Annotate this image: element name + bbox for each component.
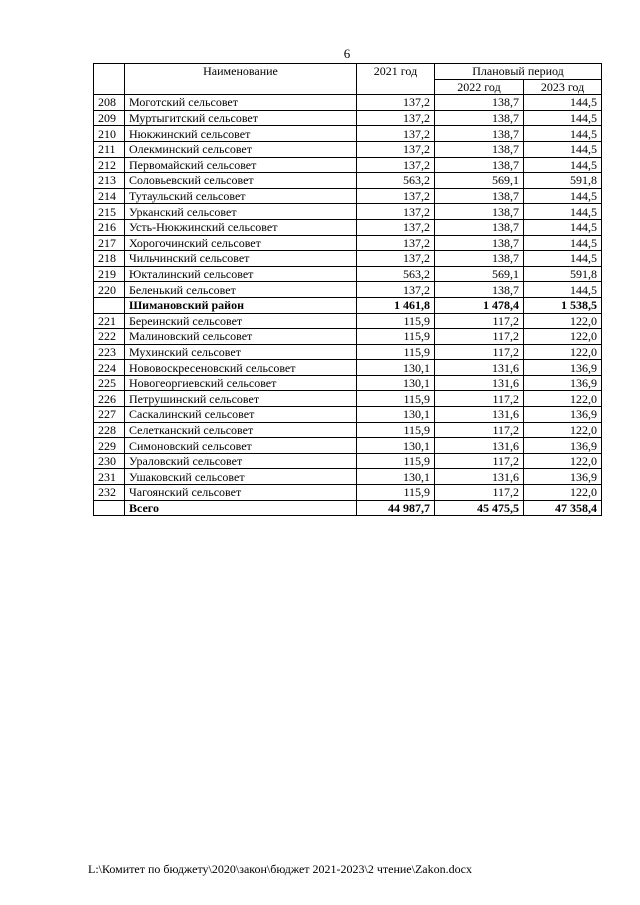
row-name: Ураловский сельсовет: [125, 453, 357, 469]
header-num-cell: [94, 64, 125, 95]
value-2021: 1 461,8: [357, 297, 435, 313]
row-number: 215: [94, 204, 125, 220]
row-name: Всего: [125, 500, 357, 516]
value-2023: 591,8: [524, 173, 602, 189]
value-2021: 130,1: [357, 438, 435, 454]
value-2022: 131,6: [435, 407, 524, 423]
value-2021: 115,9: [357, 422, 435, 438]
row-number: 223: [94, 344, 125, 360]
row-number: 228: [94, 422, 125, 438]
value-2023: 122,0: [524, 313, 602, 329]
value-2022: 569,1: [435, 266, 524, 282]
row-number: 232: [94, 485, 125, 501]
value-2023: 136,9: [524, 360, 602, 376]
budget-table: [93, 63, 602, 516]
value-2021: 115,9: [357, 344, 435, 360]
value-2022: 45 475,5: [435, 500, 524, 516]
value-2022: 138,7: [435, 126, 524, 142]
value-2021: 563,2: [357, 266, 435, 282]
table-row: [94, 360, 602, 376]
row-number: 217: [94, 235, 125, 251]
value-2023: 122,0: [524, 422, 602, 438]
value-2023: 122,0: [524, 344, 602, 360]
value-2022: 117,2: [435, 485, 524, 501]
value-2021: 130,1: [357, 469, 435, 485]
value-2021: 137,2: [357, 141, 435, 157]
value-2021: 44 987,7: [357, 500, 435, 516]
table-header: [94, 64, 602, 95]
row-number: 216: [94, 219, 125, 235]
value-2021: 130,1: [357, 360, 435, 376]
value-2022: 117,2: [435, 329, 524, 345]
value-2022: 131,6: [435, 375, 524, 391]
table-row: [94, 407, 602, 423]
table-row: [94, 453, 602, 469]
row-number: 211: [94, 141, 125, 157]
table-row: [94, 485, 602, 501]
table-row: [94, 126, 602, 142]
value-2023: 144,5: [524, 157, 602, 173]
row-number: 221: [94, 313, 125, 329]
table-row: [94, 141, 602, 157]
header-row-1: [94, 64, 602, 80]
value-2022: 138,7: [435, 188, 524, 204]
row-name: Соловьевский сельсовет: [125, 173, 357, 189]
table-row: [94, 219, 602, 235]
row-name: Шимановский район: [125, 297, 357, 313]
value-2023: 1 538,5: [524, 297, 602, 313]
value-2021: 115,9: [357, 313, 435, 329]
row-name: Чагоянский сельсовет: [125, 485, 357, 501]
row-number: 224: [94, 360, 125, 376]
value-2023: 144,5: [524, 204, 602, 220]
value-2021: 137,2: [357, 126, 435, 142]
value-2023: 144,5: [524, 188, 602, 204]
table-row: [94, 188, 602, 204]
table-row: [94, 266, 602, 282]
value-2022: 117,2: [435, 453, 524, 469]
value-2022: 117,2: [435, 391, 524, 407]
row-name: Нюкжинский сельсовет: [125, 126, 357, 142]
value-2022: 569,1: [435, 173, 524, 189]
value-2023: 144,5: [524, 251, 602, 267]
value-2023: 144,5: [524, 219, 602, 235]
value-2022: 131,6: [435, 469, 524, 485]
value-2022: 138,7: [435, 141, 524, 157]
row-name: Малиновский сельсовет: [125, 329, 357, 345]
row-number: 222: [94, 329, 125, 345]
value-2021: 130,1: [357, 407, 435, 423]
row-name: Хорогочинский сельсовет: [125, 235, 357, 251]
row-number: 213: [94, 173, 125, 189]
row-number: [94, 500, 125, 516]
row-number: 212: [94, 157, 125, 173]
table-row: [94, 282, 602, 298]
value-2023: 144,5: [524, 95, 602, 111]
row-number: 218: [94, 251, 125, 267]
header-2023: 2023 год: [524, 79, 602, 95]
value-2023: 122,0: [524, 485, 602, 501]
value-2022: 138,7: [435, 157, 524, 173]
row-name: Тутаульский сельсовет: [125, 188, 357, 204]
value-2022: 138,7: [435, 204, 524, 220]
row-name: Беленький сельсовет: [125, 282, 357, 298]
value-2022: 117,2: [435, 344, 524, 360]
value-2021: 115,9: [357, 329, 435, 345]
value-2023: 136,9: [524, 375, 602, 391]
row-number: 208: [94, 95, 125, 111]
value-2022: 138,7: [435, 235, 524, 251]
value-2022: 138,7: [435, 219, 524, 235]
row-name: Чильчинский сельсовет: [125, 251, 357, 267]
value-2021: 137,2: [357, 188, 435, 204]
value-2022: 138,7: [435, 95, 524, 111]
row-name: Юкталинский сельсовет: [125, 266, 357, 282]
value-2023: 144,5: [524, 110, 602, 126]
row-number: 231: [94, 469, 125, 485]
table-row: [94, 110, 602, 126]
value-2023: 122,0: [524, 329, 602, 345]
value-2021: 137,2: [357, 157, 435, 173]
table-row: [94, 157, 602, 173]
header-name: Наименование: [125, 64, 357, 95]
row-name: Петрушинский сельсовет: [125, 391, 357, 407]
table-row: [94, 313, 602, 329]
row-name: Моготский сельсовет: [125, 95, 357, 111]
value-2023: 136,9: [524, 469, 602, 485]
value-2021: 130,1: [357, 375, 435, 391]
table-row: [94, 95, 602, 111]
row-name: Ушаковский сельсовет: [125, 469, 357, 485]
table-row: [94, 344, 602, 360]
header-2022: 2022 год: [435, 79, 524, 95]
row-number: 230: [94, 453, 125, 469]
table-row: [94, 204, 602, 220]
row-name: Урканский сельсовет: [125, 204, 357, 220]
row-number: 226: [94, 391, 125, 407]
value-2022: 117,2: [435, 422, 524, 438]
value-2023: 122,0: [524, 391, 602, 407]
value-2021: 137,2: [357, 282, 435, 298]
value-2022: 1 478,4: [435, 297, 524, 313]
row-number: 214: [94, 188, 125, 204]
value-2021: 115,9: [357, 391, 435, 407]
page-number: 6: [343, 46, 351, 61]
table-row: [94, 391, 602, 407]
row-name: Мухинский сельсовет: [125, 344, 357, 360]
header-planning-period: Плановый период: [435, 64, 602, 80]
row-name: Симоновский сельсовет: [125, 438, 357, 454]
value-2023: 144,5: [524, 126, 602, 142]
table-row: [94, 469, 602, 485]
value-2021: 137,2: [357, 251, 435, 267]
value-2023: 144,5: [524, 282, 602, 298]
value-2021: 137,2: [357, 235, 435, 251]
row-name: Нововоскресеновский сельсовет: [125, 360, 357, 376]
row-name: Первомайский сельсовет: [125, 157, 357, 173]
value-2022: 138,7: [435, 282, 524, 298]
value-2023: 47 358,4: [524, 500, 602, 516]
row-number: 209: [94, 110, 125, 126]
value-2022: 138,7: [435, 110, 524, 126]
row-name: Олекминский сельсовет: [125, 141, 357, 157]
table-row: [94, 438, 602, 454]
value-2021: 137,2: [357, 95, 435, 111]
row-name: Усть-Нюкжинский сельсовет: [125, 219, 357, 235]
value-2023: 591,8: [524, 266, 602, 282]
table-row: [94, 422, 602, 438]
value-2021: 137,2: [357, 204, 435, 220]
table-row: [94, 500, 602, 516]
value-2021: 563,2: [357, 173, 435, 189]
value-2021: 115,9: [357, 453, 435, 469]
row-number: 225: [94, 375, 125, 391]
table-body: [94, 95, 602, 516]
value-2023: 122,0: [524, 453, 602, 469]
value-2021: 137,2: [357, 110, 435, 126]
table-row: [94, 173, 602, 189]
value-2023: 144,5: [524, 141, 602, 157]
table-row: [94, 235, 602, 251]
value-2022: 138,7: [435, 251, 524, 267]
value-2023: 136,9: [524, 438, 602, 454]
row-number: 219: [94, 266, 125, 282]
value-2022: 131,6: [435, 438, 524, 454]
value-2022: 117,2: [435, 313, 524, 329]
row-number: [94, 297, 125, 313]
row-name: Береинский сельсовет: [125, 313, 357, 329]
value-2022: 131,6: [435, 360, 524, 376]
row-name: Новогеоргиевский сельсовет: [125, 375, 357, 391]
value-2023: 136,9: [524, 407, 602, 423]
row-number: 229: [94, 438, 125, 454]
row-number: 220: [94, 282, 125, 298]
row-name: Саскалинский сельсовет: [125, 407, 357, 423]
value-2021: 115,9: [357, 485, 435, 501]
header-2021: 2021 год: [357, 64, 435, 95]
row-number: 210: [94, 126, 125, 142]
row-number: 227: [94, 407, 125, 423]
value-2021: 137,2: [357, 219, 435, 235]
table-row: [94, 329, 602, 345]
table-row: [94, 375, 602, 391]
footer-file-path: L:\Комитет по бюджету\2020\закон\бюджет 2021-2023\2 чтение\Zakon.docx: [88, 862, 472, 876]
table-row: [94, 251, 602, 267]
row-name: Муртыгитский сельсовет: [125, 110, 357, 126]
row-name: Селетканский сельсовет: [125, 422, 357, 438]
table-row: [94, 297, 602, 313]
value-2023: 144,5: [524, 235, 602, 251]
